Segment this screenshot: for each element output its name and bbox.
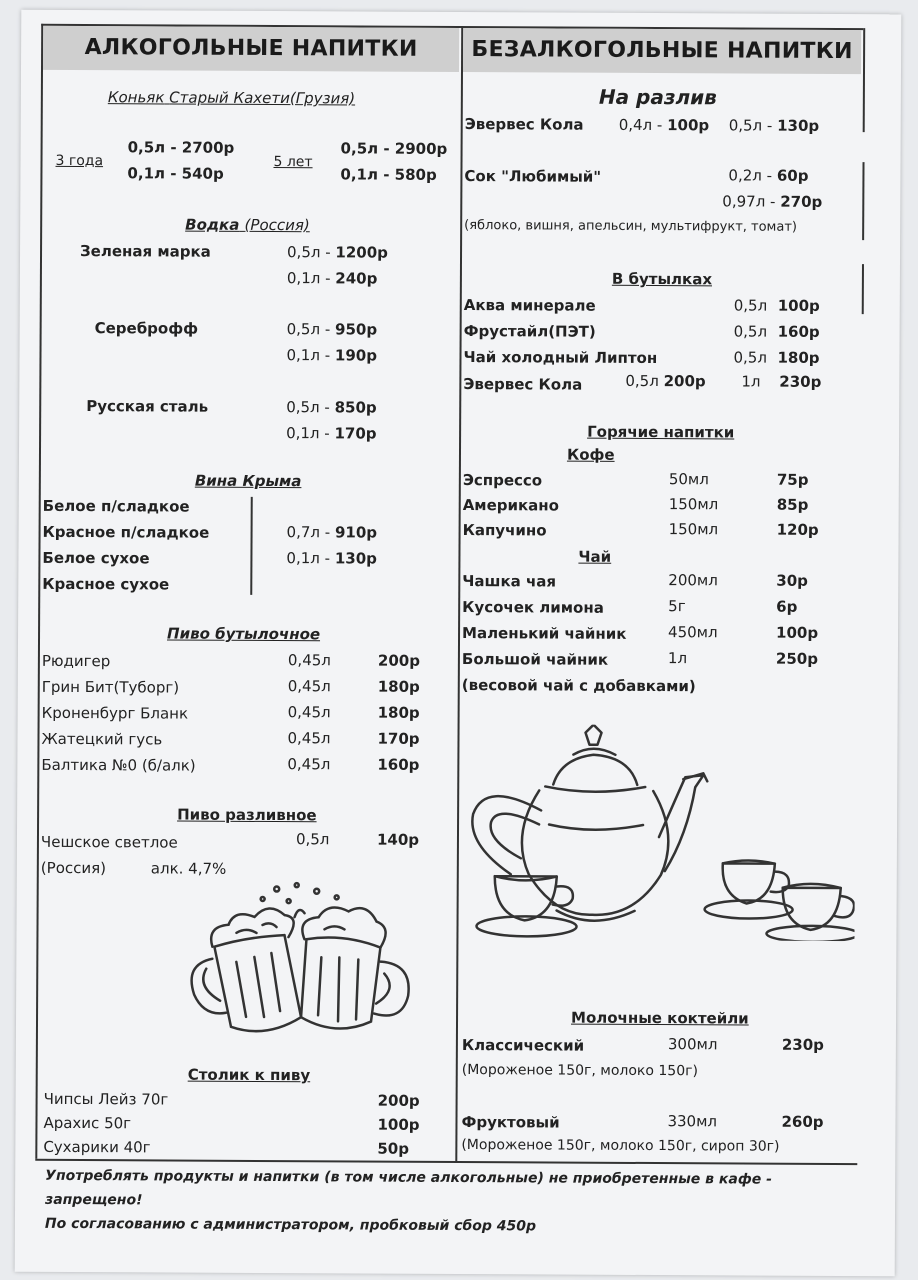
wine-item: Белое сухое xyxy=(42,548,150,568)
bottled-beer-price: 170р xyxy=(377,729,420,748)
vodka-price: 1200р xyxy=(335,243,388,262)
cola-price-2 xyxy=(729,116,820,134)
bottle-vol: 0,5л xyxy=(733,348,767,367)
bottled-beer-name: Грин Бит(Туборг) xyxy=(41,677,180,697)
wine-divider xyxy=(250,497,252,595)
classic-vol: 300мл xyxy=(667,1035,718,1054)
vodka-price-line xyxy=(286,424,377,442)
coffee-vol: 150мл xyxy=(668,520,719,539)
teapot-icon xyxy=(464,724,855,941)
footer-notice-1: Употреблять продукты и напитки (в том числе алкогольные) не приобретенные в кафе - xyxy=(45,1167,772,1188)
wine-item: Белое п/сладкое xyxy=(42,496,190,516)
vodka-vol: 0,1л - xyxy=(286,269,336,288)
snack-price: 200р xyxy=(377,1091,420,1110)
bottle-vol: 0,5л xyxy=(733,322,768,341)
column-divider xyxy=(455,26,462,1161)
juice-vol: 0,97л - xyxy=(722,192,781,211)
coffee-price: 85р xyxy=(776,495,809,514)
vodka-title xyxy=(185,216,310,235)
bottled-beer-title: Пиво бутылочное xyxy=(166,624,321,644)
bottle-price: 180р xyxy=(777,348,820,367)
fruit-price: 260р xyxy=(781,1112,824,1131)
outer-right-border xyxy=(863,28,865,132)
footer-corkage: По согласованию с администратором, пробковый сбор 450р xyxy=(44,1215,537,1235)
vodka-name: Русская сталь xyxy=(86,397,209,416)
bottled-beer-vol: 0,45л xyxy=(287,729,331,748)
vodka-name: Зеленая марка xyxy=(80,242,211,261)
bottle-cola-price-1 xyxy=(625,372,705,390)
tea-price: 250р xyxy=(775,649,819,668)
cognac-3-price-1: 0,5л - 2700р xyxy=(127,138,235,157)
juice-price-2 xyxy=(722,192,822,211)
tea-name: Маленький чайник xyxy=(462,624,627,643)
snack-price: 100р xyxy=(377,1115,420,1134)
draft-beer-abv: алк. 4,7% xyxy=(150,859,227,878)
vodka-title-a: Водка xyxy=(185,215,240,234)
right-border-segment xyxy=(862,264,864,314)
non-alcohol-header: БЕЗАЛКОГОЛЬНЫЕ НАПИТКИ xyxy=(463,28,861,74)
vodka-price-line xyxy=(287,320,378,338)
vodka-vol: 0,1л - xyxy=(286,346,335,365)
coffee-vol: 50мл xyxy=(668,470,709,489)
bottle-name: Аква минерале xyxy=(463,296,596,315)
bottled-beer-vol: 0,45л xyxy=(287,703,331,722)
coffee-price: 75р xyxy=(776,470,809,489)
bottle-name: Фрустайл(ПЭТ) xyxy=(463,322,596,341)
cognac-title-b: Старый Кахети(Грузия) xyxy=(169,88,356,108)
draft-beer-title: Пиво разливное xyxy=(177,805,317,825)
juice-price: 270р xyxy=(780,192,823,211)
bottled-beer-vol: 0,45л xyxy=(287,651,331,670)
bottle-name: Чай холодный Липтон xyxy=(463,348,658,368)
fruit-name: Фруктовый xyxy=(461,1113,560,1132)
vodka-vol: 0,5л - xyxy=(286,398,335,417)
classic-name: Классический xyxy=(461,1036,585,1055)
draft-beer-name: Чешское светлое xyxy=(40,832,178,852)
vodka-price-line xyxy=(287,243,388,262)
bottle-cola-vol: 0,5л xyxy=(625,371,659,391)
bottle-price: 100р xyxy=(777,296,820,315)
bottled-beer-price: 180р xyxy=(377,677,420,696)
vodka-name: Сереброфф xyxy=(94,319,199,338)
bottle-cola-price: 230р xyxy=(779,372,822,391)
classic-price: 230р xyxy=(781,1035,825,1054)
footer-top-line xyxy=(35,1159,857,1165)
wine-price-line xyxy=(287,523,378,541)
snack-name: Чипсы Лейз 70г xyxy=(43,1089,169,1109)
fruit-vol: 330мл xyxy=(667,1112,718,1131)
alcohol-header: АЛКОГОЛЬНЫЕ НАПИТКИ xyxy=(43,26,459,72)
bottled-beer-name: Кроненбург Бланк xyxy=(41,703,189,723)
vodka-price-line xyxy=(286,346,377,364)
bottle-vol: 0,5л xyxy=(733,296,768,315)
vodka-price: 240р xyxy=(335,269,378,288)
vodka-vol: 0,5л - xyxy=(286,320,336,339)
vodka-price: 950р xyxy=(334,320,378,339)
bottles-title: В бутылках xyxy=(611,269,713,289)
cognac-3-price-2: 0,1л - 540р xyxy=(127,164,224,183)
tea-price: 30р xyxy=(776,571,809,590)
fruit-desc: (Мороженое 150г, молоко 150г, сироп 30г) xyxy=(461,1137,780,1155)
right-border-segment xyxy=(862,162,864,240)
cola-name: Эвервес Кола xyxy=(464,115,584,134)
vodka-price: 190р xyxy=(334,346,378,365)
cola-vol: 0,4л - xyxy=(618,115,668,135)
tea-name: Чашка чая xyxy=(462,572,557,591)
snack-name: Арахис 50г xyxy=(43,1113,132,1133)
tea-price: 100р xyxy=(776,623,819,642)
cognac-title xyxy=(108,88,355,107)
cola-vol: 0,5л - xyxy=(728,116,778,135)
draft-beer-origin: (Россия) xyxy=(40,858,107,878)
vodka-vol: 0,1л - xyxy=(286,424,335,443)
bottled-beer-price: 200р xyxy=(377,651,421,670)
vodka-price-line xyxy=(287,269,378,287)
vodka-price: 850р xyxy=(334,398,377,417)
draft-beer-price: 140р xyxy=(376,830,420,849)
vodka-vol: 0,5л - xyxy=(286,243,336,262)
bottled-beer-name: Жатецкий гусь xyxy=(41,729,163,749)
bottle-cola-vol: 1л xyxy=(741,372,761,391)
tea-name: Большой чайник xyxy=(461,650,609,669)
coffee-vol: 150мл xyxy=(668,495,719,514)
tea-title: Чай xyxy=(578,547,612,566)
bottled-beer-price: 180р xyxy=(377,703,420,722)
vodka-price: 170р xyxy=(334,424,377,443)
tea-note: (весовой чай с добавками) xyxy=(461,676,696,696)
draft-title: На разлив xyxy=(598,84,717,110)
coffee-title: Кофе xyxy=(566,445,615,464)
draft-beer-vol: 0,5л xyxy=(295,830,330,849)
juice-price: 60р xyxy=(776,166,809,185)
vodka-title-b: (Россия) xyxy=(244,215,310,235)
bottled-beer-price: 160р xyxy=(377,755,420,774)
vodka-price-line xyxy=(286,398,377,416)
cognac-5-price-1: 0,5л - 2900р xyxy=(340,139,448,158)
bottle-price: 160р xyxy=(777,322,820,341)
milkshakes-title: Молочные коктейли xyxy=(570,1008,749,1028)
cognac-age-5: 5 лет xyxy=(273,154,313,171)
bottled-beer-name: Рюдигер xyxy=(41,651,111,671)
coffee-name: Американо xyxy=(462,496,560,515)
cola-price: 100р xyxy=(667,116,710,135)
tea-name: Кусочек лимона xyxy=(462,598,604,617)
cola-price-1 xyxy=(619,116,710,134)
cognac-5-price-2: 0,1л - 580р xyxy=(340,165,437,184)
tea-vol: 200мл xyxy=(668,571,718,590)
tea-vol: 450мл xyxy=(668,623,718,642)
bottle-cola-price: 200р xyxy=(663,372,706,391)
wine-vol: 0,1л - xyxy=(286,549,335,568)
tea-vol: 1л xyxy=(667,649,688,668)
footer-notice-2: запрещено! xyxy=(45,1191,143,1209)
snacks-title: Столик к пиву xyxy=(187,1065,311,1085)
wine-price: 910р xyxy=(334,523,378,542)
cognac-title-a: Коньяк xyxy=(107,88,165,107)
juice-flavors: (яблоко, вишня, апельсин, мультифрукт, томат) xyxy=(464,218,798,235)
tea-vol: 5г xyxy=(668,597,686,616)
wine-item: Красное сухое xyxy=(42,574,170,594)
snack-price: 50р xyxy=(377,1139,410,1158)
wine-title: Вина Крыма xyxy=(194,471,302,491)
coffee-name: Эспрессо xyxy=(462,471,543,490)
menu-sheet xyxy=(15,10,902,1277)
wine-price: 130р xyxy=(334,549,377,568)
coffee-name: Капучино xyxy=(462,521,547,540)
classic-desc: (Мороженое 150г, молоко 150г) xyxy=(461,1062,699,1080)
juice-name: Сок "Любимый" xyxy=(464,167,602,186)
bottled-beer-vol: 0,45л xyxy=(287,677,331,696)
bottle-cola-name: Эвервес Кола xyxy=(463,375,583,394)
coffee-price: 120р xyxy=(776,520,819,539)
wine-vol: 0,7л - xyxy=(286,523,336,542)
hot-drinks-title: Горячие напитки xyxy=(587,422,735,442)
cola-price: 130р xyxy=(777,116,820,135)
wine-price-line xyxy=(286,549,377,567)
beer-mugs-icon xyxy=(176,877,417,1058)
bottled-beer-vol: 0,45л xyxy=(287,755,331,774)
wine-item: Красное п/сладкое xyxy=(42,522,210,542)
juice-price-1 xyxy=(728,166,808,184)
bottle-cola-price-2 xyxy=(741,372,821,390)
snack-name: Сухарики 40г xyxy=(43,1137,151,1157)
juice-vol: 0,2л - xyxy=(728,166,777,185)
cognac-age-3: 3 года xyxy=(55,152,104,170)
bottled-beer-name: Балтика №0 (б/алк) xyxy=(41,755,196,775)
tea-price: 6р xyxy=(776,597,798,616)
